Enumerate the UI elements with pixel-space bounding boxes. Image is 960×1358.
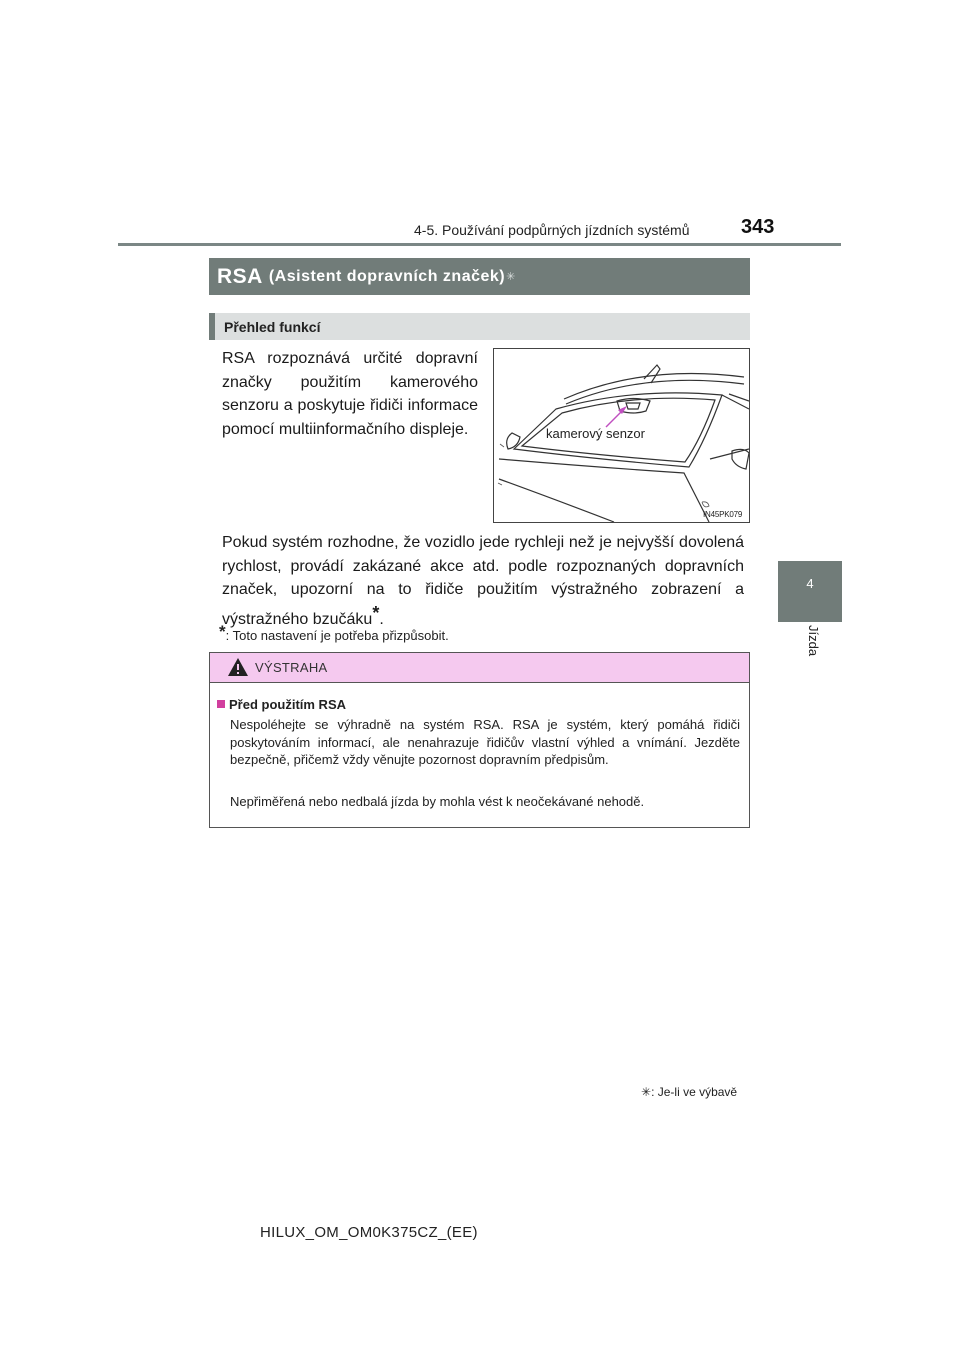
subheading-accent [209,313,215,340]
figure-label: kamerový senzor [546,426,645,441]
body-text: Pokud systém rozhodne, že vozidlo jede rychleji než je nejvyšší dovolená rychlost, provádí zakázané akce atd. podle rozpoznaných dopravních značek, upozorní na to řidiče použitím výstražného zobrazení a výstražného bzučáku [222,534,744,628]
footnote [641,1085,737,1099]
note [219,622,449,643]
warning-paragraph-2: Nepřiměřená nebo nedbalá jízda by mohla vést k neočekávané nehodě. [230,794,645,809]
chapter-tab-label: Jízda [806,625,821,657]
body-paragraph [222,531,744,631]
chapter-tab-number: 4 [806,576,814,591]
footnote-star: ✳ [641,1085,652,1099]
note-asterisk: * [219,622,226,641]
warning-item-text: Před použitím RSA [229,697,347,712]
warning-title: VÝSTRAHA [255,660,328,675]
footer-code: HILUX_OM_OM0K375CZ_(EE) [260,1224,478,1241]
bullet-square-icon [217,700,225,708]
title-sub: (Asistent dopravních značek) [268,267,506,285]
warning-triangle-icon [227,657,249,677]
title-main: RSA [217,264,263,288]
warning-item-title [217,697,346,712]
subheading-text: Přehled funkcí [224,319,321,335]
note-text: : Toto nastavení je potřeba přizpůsobit. [225,628,449,643]
header-rule [118,243,841,246]
figure-code: IN45PK079 [703,510,743,519]
page-number: 343 [741,216,775,238]
title-star: ✳ [506,271,516,283]
intro-paragraph: RSA rozpoznává určité dopravní značky použitím kamerového senzoru a poskytuje řidiči informace pomocí multiinformačního displeje. [222,350,478,438]
body-asterisk: * [372,602,380,623]
chapter-tab [778,561,842,622]
footnote-text: : Je-li ve výbavě [651,1085,738,1099]
warning-paragraph-1: Nespoléhejte se výhradně na systém RSA. RSA je systém, který pomáhá řidiči poskytováním informací, ale nenahrazuje řidičův vlastní výhled a vnímání. Jezděte bezpečně, přičemž vždy věnujte pozornost dopravním předpisům. [230,717,740,767]
section-title: 4-5. Používání podpůrných jízdních systémů [414,222,690,238]
body-end: . [379,610,384,628]
page-title [209,258,750,295]
